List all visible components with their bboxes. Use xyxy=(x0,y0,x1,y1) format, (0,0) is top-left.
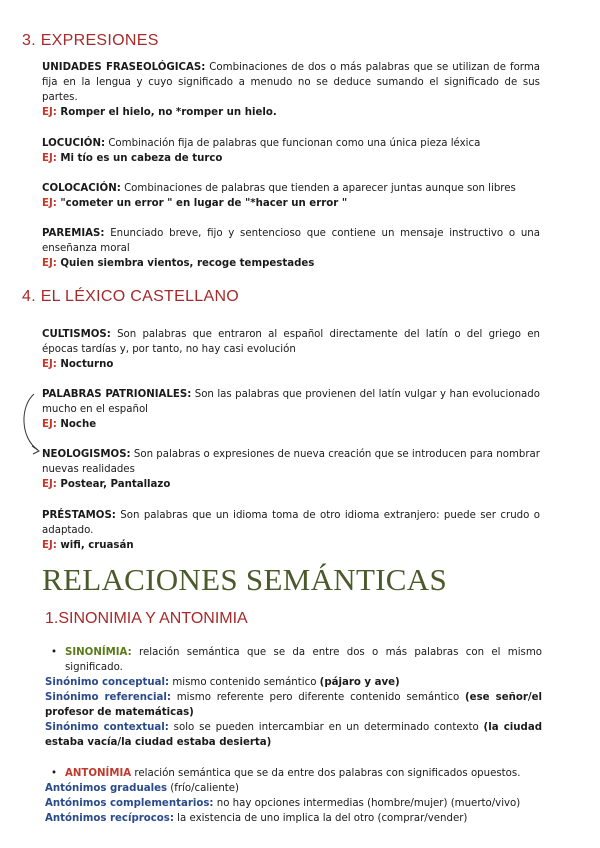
entry-example xyxy=(42,357,540,372)
entry-term: PAREMIAS: xyxy=(42,228,105,239)
sinonimo-contextual xyxy=(45,720,542,750)
ej-label: EJ: xyxy=(42,419,57,430)
entry-term: PALABRAS PATRIONIALES: xyxy=(42,389,192,400)
sub-term: Sinónimo referencial: xyxy=(45,692,171,703)
sinonimia-bullet xyxy=(45,645,542,675)
entry-definition xyxy=(42,226,540,256)
entry-term: PRÉSTAMOS: xyxy=(42,510,116,521)
sinonimo-conceptual xyxy=(45,675,542,690)
sub-text: mismo contenido semántico xyxy=(169,677,320,688)
sub-example: (la ciudad estaba vacía/la ciudad estaba desierta) xyxy=(45,722,542,748)
entry-term: CULTISMOS: xyxy=(42,329,111,340)
example-text: Postear, Pantallazo xyxy=(56,479,171,490)
entry-text: Son palabras o expresiones de nueva creación que se introducen para nombrar nuevas realidades xyxy=(42,449,540,475)
page-title-relaciones: RELACIONES SEMÁNTICAS xyxy=(42,562,448,597)
example-text: Romper el hielo, no *romper un hielo. xyxy=(56,107,277,118)
entry-definition xyxy=(42,387,540,417)
example-text: Quien siembra vientos, recoge tempestades xyxy=(56,258,315,269)
entry-neologismos xyxy=(42,447,540,492)
entry-term: COLOCACIÓN: xyxy=(42,183,121,194)
entry-cultismos xyxy=(42,327,540,372)
antonimia-bullet xyxy=(45,766,542,781)
entry-text: Combinaciones de dos o más palabras que se utilizan de forma fija en la lengua y cuyo significado a menudo no se deduce sumando el significado de sus partes. xyxy=(42,62,540,103)
ej-label: EJ: xyxy=(42,359,57,370)
entry-text: Enunciado breve, fijo y sentencioso que contiene un mensaje instructivo o una enseñanza moral xyxy=(42,228,540,254)
example-text: wifi, cruasán xyxy=(56,540,134,551)
entry-term: LOCUCIÓN: xyxy=(42,138,106,149)
entry-text: Son palabras que entraron al español directamente del latín o del griego en épocas tardías y, por tanto, no hay casi evolución xyxy=(42,329,540,355)
sub-term: Sinónimo conceptual: xyxy=(45,677,170,688)
bullet-icon: • xyxy=(51,647,58,658)
sinonimia-block xyxy=(45,645,542,750)
sub-term: Antónimos recíprocos: xyxy=(45,813,174,824)
antonimos-graduales xyxy=(45,781,542,796)
entry-text: Son palabras que un idioma toma de otro idioma extranjero: puede ser crudo o adaptado. xyxy=(42,510,540,536)
entry-text: Combinaciones de palabras que tienden a aparecer juntas aunque son libres xyxy=(120,183,516,194)
antonimos-reciprocos xyxy=(45,811,542,826)
entry-example xyxy=(42,256,540,271)
subtitle-sinonimia-antonimia: 1.SINONIMIA Y ANTONIMIA xyxy=(45,610,248,627)
curved-arrow-icon xyxy=(18,392,44,456)
entry-unidades-fraseologicas xyxy=(42,60,540,120)
entry-example xyxy=(42,196,540,211)
sub-term: Antónimos complementarios: xyxy=(45,798,214,809)
entry-definition xyxy=(42,327,540,357)
ej-label: EJ: xyxy=(42,479,57,490)
entry-term: NEOLOGISMOS: xyxy=(42,449,131,460)
antonimia-block xyxy=(45,766,542,826)
entry-example xyxy=(42,477,540,492)
entry-definition xyxy=(42,508,540,538)
example-text: "cometer un error " en lugar de "*hacer un error " xyxy=(56,198,348,209)
sub-text: la existencia de uno implica la del otro (comprar/vender) xyxy=(173,813,468,824)
section-title-expresiones: 3. EXPRESIONES xyxy=(22,32,159,49)
antonimos-complementarios xyxy=(45,796,542,811)
entry-example xyxy=(42,538,540,553)
entry-definition xyxy=(42,447,540,477)
entry-palabras-patrimoniales xyxy=(42,387,540,432)
sinonimia-text: relación semántica que se da entre dos o más palabras con el mismo significado. xyxy=(65,647,542,673)
sub-text: mismo referente pero diferente contenido semántico xyxy=(170,692,466,703)
sub-text: no hay opciones intermedias (hombre/mujer) (muerto/vivo) xyxy=(213,798,521,809)
entry-example xyxy=(42,151,540,166)
entry-text: Son las palabras que provienen del latín vulgar y han evolucionado mucho en el español xyxy=(42,389,540,415)
antonimia-head: ANTONÍMIA xyxy=(65,768,132,779)
ej-label: EJ: xyxy=(42,153,57,164)
entry-term: UNIDADES FRASEOLÓGICAS: xyxy=(42,62,206,73)
entry-colocacion xyxy=(42,181,540,211)
sinonimo-referencial xyxy=(45,690,542,720)
entry-prestamos xyxy=(42,508,540,553)
entry-locucion xyxy=(42,136,540,166)
sub-example: (ese señor/el profesor de matemáticas) xyxy=(45,692,542,718)
entry-example xyxy=(42,417,540,432)
example-text: Noche xyxy=(56,419,97,430)
entry-text: Combinación fija de palabras que funcionan como una única pieza léxica xyxy=(105,138,481,149)
section-title-lexico: 4. EL LÉXICO CASTELLANO xyxy=(22,288,240,305)
entry-example xyxy=(42,105,540,120)
ej-label: EJ: xyxy=(42,107,57,118)
ej-label: EJ: xyxy=(42,258,57,269)
sub-text: solo se pueden intercambiar en un determinado contexto xyxy=(168,722,484,733)
entry-definition xyxy=(42,60,540,105)
sub-term: Sinónimo contextual: xyxy=(45,722,169,733)
entry-definition xyxy=(42,181,540,196)
ej-label: EJ: xyxy=(42,198,57,209)
sub-term: Antónimos graduales xyxy=(45,783,168,794)
example-text: Mi tío es un cabeza de turco xyxy=(56,153,223,164)
ej-label: EJ: xyxy=(42,540,57,551)
sinonimia-head: SINONÍMIA: xyxy=(65,647,132,658)
sub-example: (pájaro y ave) xyxy=(319,677,400,688)
bullet-icon: • xyxy=(51,768,58,779)
antonimia-text: relación semántica que se da entre dos palabras con significados opuestos. xyxy=(131,768,521,779)
entry-definition xyxy=(42,136,540,151)
sub-text: (frío/caliente) xyxy=(167,783,240,794)
example-text: Nocturno xyxy=(56,359,114,370)
entry-paremias xyxy=(42,226,540,271)
